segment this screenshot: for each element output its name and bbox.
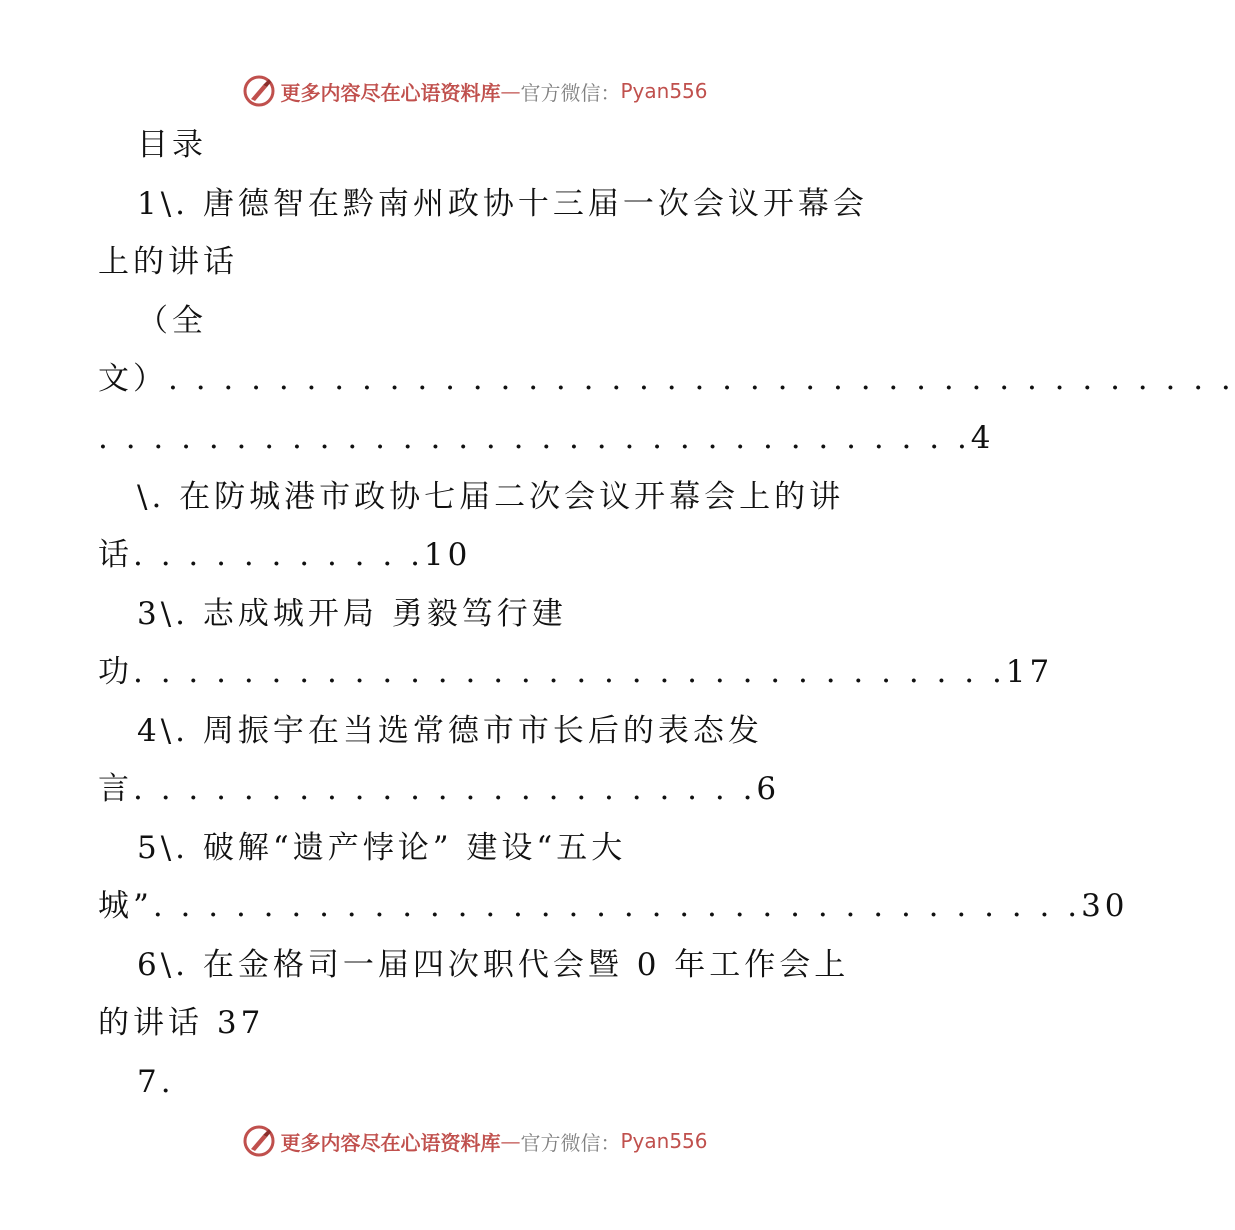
toc-line-13: 城”. . . . . . . . . . . . . . . . . . . . . . . . . . . . . . . . . .30	[98, 888, 1129, 924]
footer-wechat-id: Pyan556	[620, 1129, 708, 1153]
toc-line-15: 的讲话 37	[98, 1005, 265, 1041]
header-text: 更多内容尽在心语资料库	[280, 80, 501, 105]
header-dash: —	[500, 79, 521, 103]
toc-line-5: . . . . . . . . . . . . . . . . . . . . . . . . . . . . . . . .4	[98, 420, 995, 456]
toc-line-14: 6\. 在金格司一届四次职代会暨 0 年工作会上	[137, 947, 850, 983]
footer-text: 更多内容尽在心语资料库	[280, 1130, 501, 1155]
pen-logo-icon	[242, 1124, 276, 1158]
header-wechat-label: 官方微信：	[520, 80, 621, 105]
footer-banner	[0, 1121, 950, 1161]
pen-logo-icon	[242, 74, 276, 108]
toc-title: 目录	[137, 127, 207, 163]
toc-line-12: 5\. 破解“遗产悖论” 建设“五大	[137, 830, 627, 866]
toc-line-6: \. 在防城港市政协七届二次会议开幕会上的讲	[137, 479, 845, 515]
footer-dash: —	[500, 1129, 521, 1153]
toc-line-4: 文）. . . . . . . . . . . . . . . . . . . . . . . . . . . . . . . . . . . . . . .	[98, 361, 1235, 397]
toc-line-1: 1\. 唐德智在黔南州政协十三届一次会议开幕会	[137, 186, 868, 222]
toc-line-11: 言. . . . . . . . . . . . . . . . . . . . . . .6	[98, 771, 781, 807]
toc-line-9: 功. . . . . . . . . . . . . . . . . . . . . . . . . . . . . . . .17	[98, 654, 1054, 690]
header-banner	[0, 71, 950, 111]
toc-line-7: 话. . . . . . . . . . .10	[98, 537, 472, 573]
header-wechat-id: Pyan556	[620, 79, 708, 103]
footer-wechat-label: 官方微信：	[520, 1130, 621, 1155]
toc-line-2: 上的讲话	[98, 244, 238, 280]
toc-line-16: 7.	[137, 1064, 175, 1100]
toc-line-8: 3\. 志成城开局 勇毅笃行建	[137, 596, 567, 632]
toc-line-10: 4\. 周振宇在当选常德市市长后的表态发	[137, 713, 763, 749]
toc-line-3: （全	[137, 303, 207, 339]
